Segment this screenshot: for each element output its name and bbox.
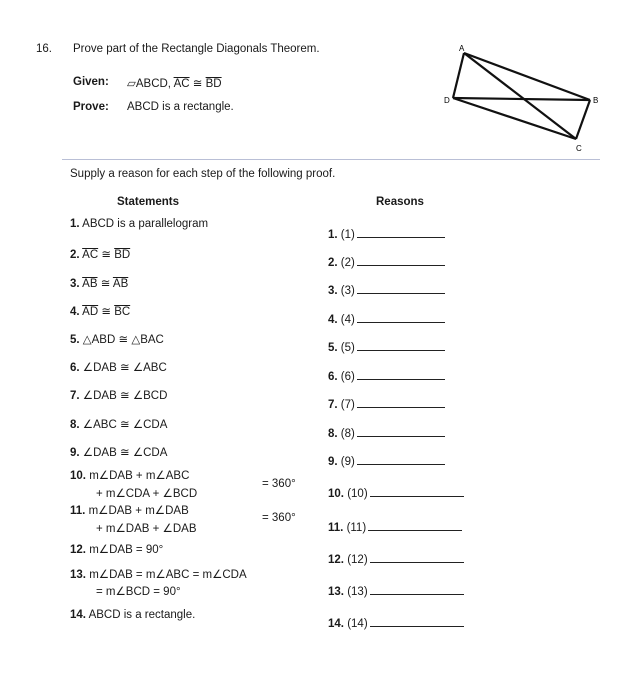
- reason-10[interactable]: 10. (10): [328, 486, 464, 500]
- answer-blank: [370, 584, 464, 595]
- given-seg-ac: $\overline{AC}$: [173, 78, 190, 90]
- rectangle-figure: [430, 40, 610, 160]
- congruent-icon: ≅: [192, 78, 203, 90]
- divider: [62, 159, 600, 160]
- answer-blank: [357, 312, 445, 323]
- prove-label: Prove:: [73, 101, 109, 113]
- statement-1: 1. ABCD is a parallelogram: [70, 218, 209, 230]
- statement-11-rhs: = 360°: [262, 512, 296, 524]
- side-ad: [453, 53, 464, 98]
- answer-blank: [370, 616, 464, 627]
- reason-13[interactable]: 13. (13): [328, 584, 464, 598]
- answer-blank: [357, 454, 445, 465]
- side-bc: [576, 100, 590, 139]
- side-ab: [464, 53, 590, 100]
- answer-blank: [370, 552, 464, 563]
- given-label: Given:: [73, 76, 109, 88]
- given-name: ABCD,: [135, 78, 172, 90]
- statement-13-line2: = m∠BCD = 90°: [96, 586, 181, 598]
- answer-blank: [357, 369, 445, 380]
- answer-blank: [370, 486, 464, 497]
- statement-12: 12. m∠DAB = 90°: [70, 544, 164, 556]
- answer-blank: [357, 340, 445, 351]
- reason-5[interactable]: 5. (5): [328, 340, 445, 354]
- diagonal-bd: [453, 98, 590, 100]
- statement-9: 9. ∠DAB ≅ ∠CDA: [70, 447, 168, 459]
- label-d: D: [444, 96, 450, 105]
- label-a: A: [459, 44, 465, 53]
- reason-6[interactable]: 6. (6): [328, 369, 445, 383]
- statement-6: 6. ∠DAB ≅ ∠ABC: [70, 362, 167, 374]
- side-dc: [453, 98, 576, 139]
- problem-title: Prove part of the Rectangle Diagonals Theorem.: [73, 43, 320, 55]
- answer-blank: [357, 426, 445, 437]
- reasons-header: Reasons: [376, 196, 424, 208]
- statement-8: 8. ∠ABC ≅ ∠CDA: [70, 419, 168, 431]
- statement-4: 4. $\overline{AD}$ ≅ $\overline{BC}$: [70, 306, 131, 318]
- statement-13-line1: 13. m∠DAB = m∠ABC = m∠CDA: [70, 569, 247, 581]
- statement-7: 7. ∠DAB ≅ ∠BCD: [70, 390, 168, 402]
- answer-blank: [357, 397, 445, 408]
- statements-header: Statements: [117, 196, 179, 208]
- statement-10-line1: 10. m∠DAB + m∠ABC: [70, 470, 190, 482]
- reason-11[interactable]: 11. (11): [328, 520, 462, 534]
- instructions: Supply a reason for each step of the following proof.: [70, 168, 336, 180]
- given-statement: [127, 76, 222, 90]
- problem-number: 16.: [36, 43, 52, 55]
- label-c: C: [576, 144, 582, 153]
- diagonal-ac: [464, 53, 576, 139]
- statement-11-line2: + m∠DAB + ∠DAB: [96, 523, 197, 535]
- statement-10-rhs: = 360°: [262, 478, 296, 490]
- statement-2: 2. $\overline{AC}$ ≅ $\overline{BD}$: [70, 249, 131, 261]
- label-b: B: [593, 96, 599, 105]
- answer-blank: [368, 520, 462, 531]
- statement-14: 14. ABCD is a rectangle.: [70, 609, 196, 621]
- reason-1[interactable]: 1. (1): [328, 227, 445, 241]
- reason-14[interactable]: 14. (14): [328, 616, 464, 630]
- statement-11-line1: 11. m∠DAB + m∠DAB: [70, 505, 189, 517]
- parallelogram-icon: ▱: [127, 78, 136, 90]
- reason-12[interactable]: 12. (12): [328, 552, 464, 566]
- prove-statement: ABCD is a rectangle.: [127, 101, 234, 113]
- statement-3: 3. $\overline{AB}$ ≅ $\overline{AB}$: [70, 278, 129, 290]
- given-seg-bd: $\overline{BD}$: [205, 78, 222, 90]
- reason-9[interactable]: 9. (9): [328, 454, 445, 468]
- statement-10-line2: + m∠CDA + ∠BCD: [96, 488, 198, 500]
- reason-7[interactable]: 7. (7): [328, 397, 445, 411]
- answer-blank: [357, 255, 445, 266]
- reason-4[interactable]: 4. (4): [328, 312, 445, 326]
- reason-8[interactable]: 8. (8): [328, 426, 445, 440]
- statement-5: 5. △ABD ≅ △BAC: [70, 334, 164, 346]
- answer-blank: [357, 227, 445, 238]
- answer-blank: [357, 283, 445, 294]
- reason-3[interactable]: 3. (3): [328, 283, 445, 297]
- reason-2[interactable]: 2. (2): [328, 255, 445, 269]
